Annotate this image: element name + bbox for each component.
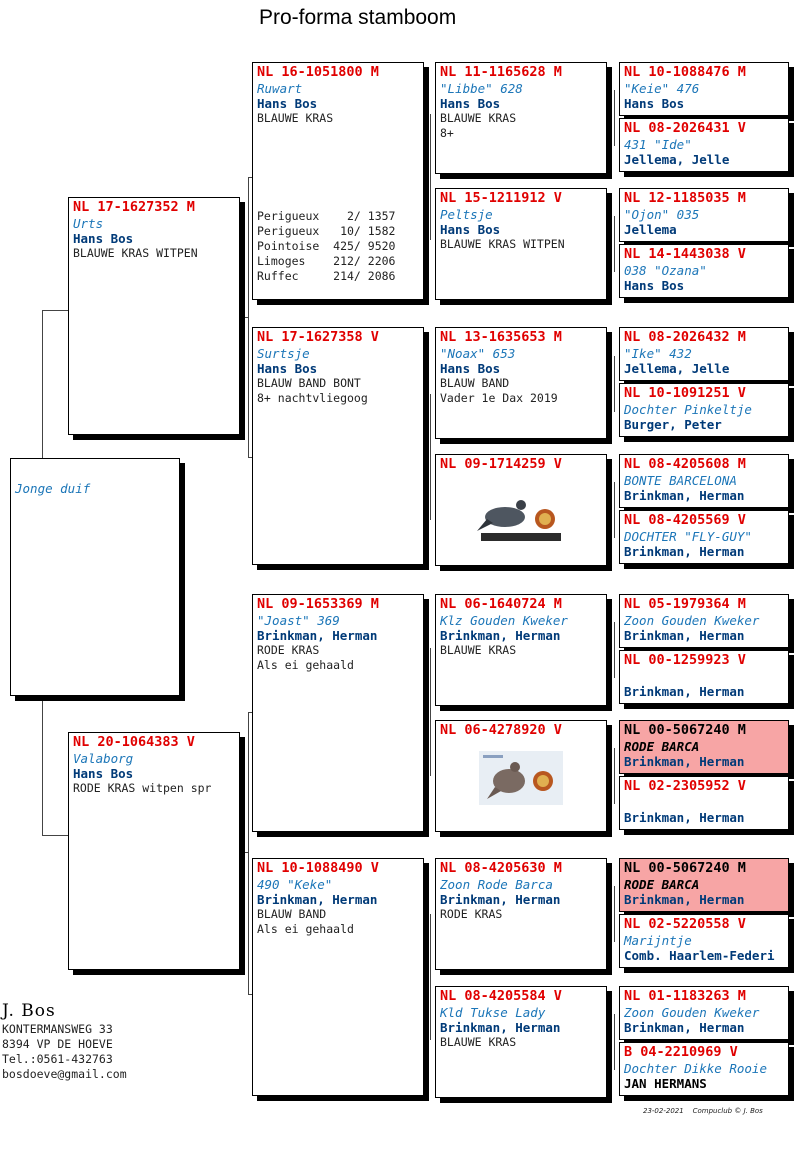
owner-name: Brinkman, Herman — [624, 810, 745, 825]
pigeon-note: Als ei gehaald — [257, 658, 354, 672]
ring-number: NL 06-4278920 V — [440, 722, 562, 738]
pigeon-name: "Libbe" 628 — [440, 81, 523, 96]
ring-number: NL 08-4205608 M — [624, 456, 746, 472]
owner-name: Brinkman, Herman — [624, 892, 745, 907]
owner-name: Hans Bos — [440, 96, 501, 111]
pigeon-name: "Ojon" 035 — [624, 207, 700, 222]
owner-name: Brinkman, Herman — [440, 628, 561, 643]
gen3-card-5[interactable] — [435, 594, 607, 706]
subject-card[interactable] — [10, 458, 180, 696]
gen3-card-6[interactable] — [435, 720, 607, 832]
gen4-card-13[interactable] — [619, 858, 789, 912]
pigeon-name: RODE BARCA — [624, 877, 700, 892]
pigeon-name: Zoon Gouden Kweker — [624, 613, 760, 628]
ring-number: NL 17-1627352 M — [73, 199, 195, 215]
pigeon-color: RODE KRAS — [440, 907, 503, 921]
ring-number: NL 10-1091251 V — [624, 385, 746, 401]
ring-number: NL 08-2026431 V — [624, 120, 746, 136]
pigeon-name: "Ike" 432 — [624, 346, 692, 361]
ring-number: NL 05-1979364 M — [624, 596, 746, 612]
ring-number: NL 10-1088476 M — [624, 64, 746, 80]
ring-number: NL 00-5067240 M — [624, 860, 746, 876]
gen3-card-7[interactable] — [435, 858, 607, 970]
ring-number: NL 02-5220558 V — [624, 916, 746, 932]
grandsire-paternal-card[interactable] — [252, 62, 424, 300]
pigeon-color: BLAUW BAND — [440, 376, 510, 390]
granddam-paternal-card[interactable] — [252, 327, 424, 565]
owner-name: Hans Bos — [440, 222, 501, 237]
ring-number: NL 02-2305952 V — [624, 778, 746, 794]
pigeon-color: BLAUWE KRAS WITPEN — [440, 237, 565, 251]
pigeon-note: Als ei gehaald — [257, 922, 354, 936]
subject-name: Jonge duif — [15, 481, 91, 496]
pigeon-name: DOCHTER "FLY-GUY" — [624, 529, 752, 544]
owner-name: Brinkman, Herman — [440, 1020, 561, 1035]
gen4-card-12[interactable] — [619, 776, 789, 830]
sire-card[interactable] — [68, 197, 240, 435]
owner-name: JAN HERMANS — [624, 1076, 707, 1091]
ring-number: NL 00-1259923 V — [624, 652, 746, 668]
pigeon-color: RODE KRAS — [257, 643, 320, 657]
pigeon-name: "Keie" 476 — [624, 81, 700, 96]
ring-number: NL 09-1714259 V — [440, 456, 562, 472]
pigeon-name: Zoon Rode Barca — [440, 877, 553, 892]
gen4-card-15[interactable] — [619, 986, 789, 1040]
race-result: Ruffec 214/ 2086 — [257, 269, 396, 283]
gen4-card-4[interactable] — [619, 244, 789, 298]
pigeon-name: "Joast" 369 — [257, 613, 340, 628]
gen3-card-3[interactable] — [435, 327, 607, 439]
pigeon-name: Marijntje — [624, 933, 692, 948]
ring-number: NL 14-1443038 V — [624, 246, 746, 262]
gen4-card-2[interactable] — [619, 118, 789, 172]
ring-number: NL 13-1635653 M — [440, 329, 562, 345]
pigeon-note: 8+ nachtvliegoog — [257, 391, 368, 405]
pigeon-note: Vader 1e Dax 2019 — [440, 391, 558, 405]
owner-name: Hans Bos — [624, 96, 685, 111]
gen4-card-6[interactable] — [619, 383, 789, 437]
ring-number: NL 08-2026432 M — [624, 329, 746, 345]
owner-name: Brinkman, Herman — [624, 488, 745, 503]
owner-name: Jellema, Jelle — [624, 361, 730, 376]
pigeon-name — [624, 795, 784, 810]
breeder-name: J. Bos — [2, 1001, 56, 1021]
ring-number: NL 20-1064383 V — [73, 734, 195, 750]
owner-name: Hans Bos — [440, 361, 501, 376]
owner-name: Jellema, Jelle — [624, 152, 730, 167]
ring-number: NL 08-4205584 V — [440, 988, 562, 1004]
owner-name: Hans Bos — [73, 231, 134, 246]
ring-number: NL 17-1627358 V — [257, 329, 379, 345]
pigeon-name: Kld Tukse Lady — [440, 1005, 546, 1020]
ring-number: B 04-2210969 V — [624, 1044, 738, 1060]
pigeon-name: BONTE BARCELONA — [624, 473, 737, 488]
owner-name: Brinkman, Herman — [440, 892, 561, 907]
owner-name: Brinkman, Herman — [624, 628, 745, 643]
pigeon-name: 038 "Ozana" — [624, 263, 707, 278]
gen4-card-5[interactable] — [619, 327, 789, 381]
pigeon-color: BLAUWE KRAS — [257, 111, 334, 125]
gen4-card-11[interactable] — [619, 720, 789, 774]
owner-name: Brinkman, Herman — [257, 628, 378, 643]
gen4-card-7[interactable] — [619, 454, 789, 508]
breeder-address: KONTERMANSWEG 33 — [2, 1022, 113, 1036]
owner-name: Hans Bos — [257, 361, 318, 376]
owner-name: Brinkman, Herman — [624, 684, 745, 699]
race-results — [257, 209, 395, 284]
pigeon-color: BLAUW BAND BONT — [257, 376, 361, 390]
ring-number: NL 01-1183263 M — [624, 988, 746, 1004]
pigeon-color: RODE KRAS witpen spr — [73, 781, 212, 795]
dam-card[interactable] — [68, 732, 240, 970]
ring-number: NL 08-4205630 M — [440, 860, 562, 876]
pigeon-name: Surtsje — [257, 346, 310, 361]
pigeon-name: Dochter Pinkeltje — [624, 402, 752, 417]
pigeon-name: Ruwart — [257, 81, 303, 96]
gen4-card-16[interactable] — [619, 1042, 789, 1096]
breeder-city: 8394 VP DE HOEVE — [2, 1037, 113, 1051]
ring-number: NL 10-1088490 V — [257, 860, 379, 876]
ring-number: NL 11-1165628 M — [440, 64, 562, 80]
granddam-maternal-card[interactable] — [252, 858, 424, 1096]
pigeon-name: 431 "Ide" — [624, 137, 692, 152]
pigeon-name: Valaborg — [73, 751, 134, 766]
ring-number: NL 00-5067240 M — [624, 722, 746, 738]
footer-credit: 23-02-2021 Compuclub © J. Bos — [643, 1107, 763, 1115]
pigeon-color: BLAUW BAND — [257, 907, 327, 921]
ring-number: NL 16-1051800 M — [257, 64, 379, 80]
ring-number: NL 09-1653369 M — [257, 596, 379, 612]
owner-name: Hans Bos — [257, 96, 318, 111]
owner-name: Jellema — [624, 222, 677, 237]
breeder-info — [2, 1000, 127, 1082]
breeder-phone: Tel.:0561-432763 — [2, 1052, 113, 1066]
pigeon-photo-icon — [475, 487, 567, 545]
race-result: Perigueux 2/ 1357 — [257, 209, 396, 223]
pigeon-name — [624, 669, 784, 684]
owner-name: Hans Bos — [624, 278, 685, 293]
gen4-card-1[interactable] — [619, 62, 789, 116]
owner-name: Burger, Peter — [624, 417, 722, 432]
pigeon-name: RODE BARCA — [624, 739, 700, 754]
pigeon-name: Zoon Gouden Kweker — [624, 1005, 760, 1020]
pigeon-name: Urts — [73, 216, 104, 231]
pigeon-name: 490 "Keke" — [257, 877, 333, 892]
pigeon-note: 8+ — [440, 126, 454, 140]
grandsire-maternal-card[interactable] — [252, 594, 424, 832]
owner-name: Brinkman, Herman — [624, 544, 745, 559]
gen4-card-8[interactable] — [619, 510, 789, 564]
gen4-card-9[interactable] — [619, 594, 789, 648]
gen3-card-4[interactable] — [435, 454, 607, 566]
pigeon-name: Dochter Dikke Rooie — [624, 1061, 767, 1076]
race-result: Pointoise 425/ 9520 — [257, 239, 396, 253]
pigeon-name: "Noax" 653 — [440, 346, 516, 361]
ring-number: NL 08-4205569 V — [624, 512, 746, 528]
owner-name: Hans Bos — [73, 766, 134, 781]
gen3-card-1[interactable] — [435, 62, 607, 174]
page-title: Pro-forma stamboom — [259, 6, 457, 29]
gen4-card-3[interactable] — [619, 188, 789, 242]
gen4-card-14[interactable] — [619, 914, 789, 968]
owner-name: Brinkman, Herman — [624, 754, 745, 769]
pigeon-color: BLAUWE KRAS — [440, 111, 517, 125]
race-result: Perigueux 10/ 1582 — [257, 224, 396, 238]
owner-name: Comb. Haarlem-Federi — [624, 948, 775, 963]
pigeon-color: BLAUWE KRAS — [440, 643, 517, 657]
pigeon-name: Peltsje — [440, 207, 493, 222]
pigeon-color: BLAUWE KRAS — [440, 1035, 517, 1049]
owner-name: Brinkman, Herman — [624, 1020, 745, 1035]
ring-number: NL 15-1211912 V — [440, 190, 562, 206]
gen3-card-8[interactable] — [435, 986, 607, 1098]
pigeon-photo-icon — [479, 751, 563, 805]
gen3-card-2[interactable] — [435, 188, 607, 300]
pigeon-color: BLAUWE KRAS WITPEN — [73, 246, 198, 260]
ring-number: NL 06-1640724 M — [440, 596, 562, 612]
ring-number: NL 12-1185035 M — [624, 190, 746, 206]
owner-name: Brinkman, Herman — [257, 892, 378, 907]
race-result: Limoges 212/ 2206 — [257, 254, 396, 268]
gen4-card-10[interactable] — [619, 650, 789, 704]
breeder-email[interactable]: bosdoeve@gmail.com — [2, 1067, 127, 1081]
pigeon-name: Klz Gouden Kweker — [440, 613, 568, 628]
